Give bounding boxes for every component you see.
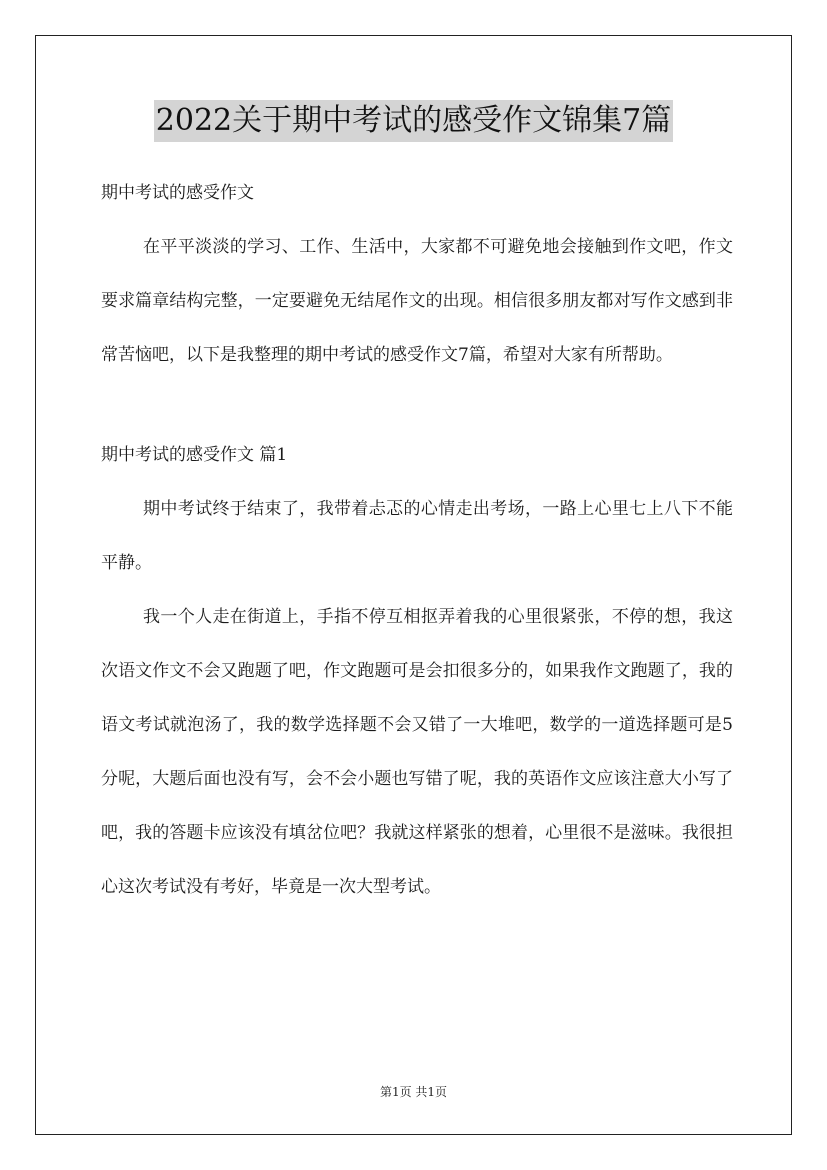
intro-paragraph: 在平平淡淡的学习、工作、生活中，大家都不可避免地会接触到作文吧，作文要求篇章结构完整，一定要避免无结尾作文的出现。相信很多朋友都对写作文感到非常苦恼吧，以下是我整理的期中考试的感受作文7篇，希望对大家有所帮助。 xyxy=(101,237,733,365)
document-title: 2022关于期中考试的感受作文锦集7篇 xyxy=(154,100,673,142)
section1-paragraph-2: 我一个人走在街道上，手指不停互相抠弄着我的心里很紧张，不停的想，我这次语文作文不会又跑题了吧，作文跑题可是会扣很多分的，如果我作文跑题了，我的语文考试就泡汤了，我的数学选择题不会又错了一大堆吧，数学的一道选择题可是5分呢，大题后面也没有写，会不会小题也写错了呢，我的英语作文应该注意大小写了吧，我的答题卡应该没有填岔位吧？我就这样紧张的想着，心里很不是滋味。我很担心这次考试没有考好，毕竟是一次大型考试。 xyxy=(101,607,733,897)
section1-paragraph-1: 期中考试终于结束了，我带着忐忑的心情走出考场，一路上心里七上八下不能平静。 xyxy=(101,499,733,573)
section1-heading: 期中考试的感受作文 篇1 xyxy=(101,445,288,465)
title-container xyxy=(0,100,827,142)
section-spacer xyxy=(101,382,733,428)
document-body xyxy=(101,166,733,914)
intro-heading: 期中考试的感受作文 xyxy=(101,183,254,203)
page-footer: 第1页 共1页 xyxy=(379,1085,448,1099)
